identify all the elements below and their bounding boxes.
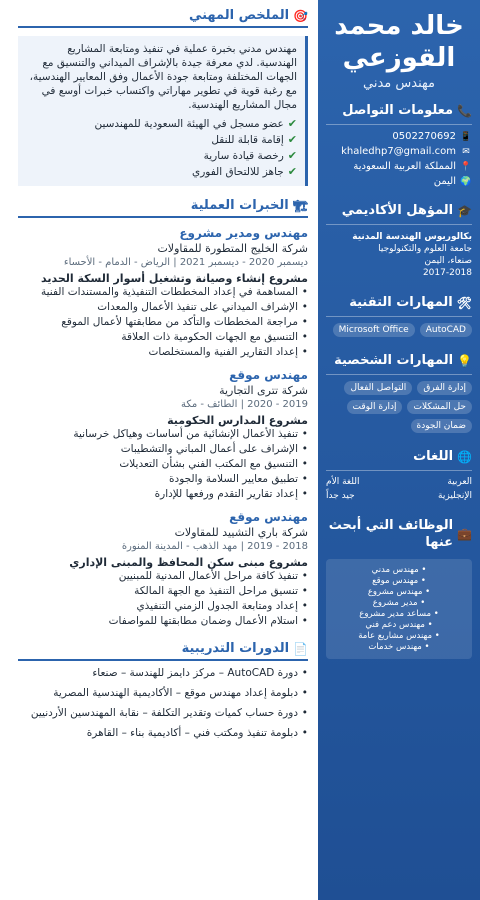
experience-bullet: • تنفيذ كافة مراحل الأعمال المدنية للمبنيين bbox=[18, 569, 308, 584]
divider bbox=[326, 124, 472, 125]
lightbulb-icon: 💡 bbox=[457, 353, 472, 368]
courses-heading: 📄 الدورات التدريبية bbox=[18, 641, 308, 661]
experience-meta: 2018 - 2019 | مهد الذهب - المدينة المنورة bbox=[121, 541, 308, 552]
job-item: • مهندس مشروع bbox=[334, 587, 464, 598]
job-item: • مهندس موقع bbox=[334, 576, 464, 587]
document-icon: 📄 bbox=[293, 641, 308, 656]
experience-project: مشروع مبنى سكن المحافظ والمبنى الإداري bbox=[69, 556, 308, 569]
experience-bullet: • تنفيذ الأعمال الإنشائية من أساسات وهياكل خرسانية bbox=[18, 427, 308, 442]
globe-icon: 🌍 bbox=[460, 176, 472, 187]
summary-text: مهندس مدني بخبرة عملية في تنفيذ ومتابعة المشاريع الهندسية. لدي معرفة جيدة بالإشراف الميداني والتنسيق مع الجهات المختلفة ومتابعة جودة الأعمال وفق المعايير الهندسية، مع رغبة قوية في تطوير مهاراتي واكتساب خبرات أوسع في مجال المشاريع الهندسية. bbox=[29, 43, 297, 111]
experience-title: مهندس موقع bbox=[229, 368, 308, 382]
skill-chip: إدارة الوقت bbox=[347, 400, 403, 414]
skill-chip: ضمان الجودة bbox=[411, 419, 472, 433]
personal-skills-heading: 💡 المهارات الشخصية bbox=[334, 353, 472, 368]
experience-company: شركة الخليج المتطورة للمقاولات bbox=[157, 242, 308, 255]
experience-project: مشروع المدارس الحكومية bbox=[167, 414, 308, 427]
experience-bullet: • الإشراف على أعمال المباني والتشطيبات bbox=[18, 442, 308, 457]
summary-check-item: ✔ رخصة قيادة سارية bbox=[203, 149, 297, 162]
course-item: • دبلومة تنفيذ ومكتب فني – أكاديمية بناء – القاهرة bbox=[18, 725, 308, 741]
briefcase-icon: 💼 bbox=[457, 526, 472, 541]
education-school: جامعة العلوم والتكنولوجيا bbox=[378, 244, 472, 254]
experience-item bbox=[18, 368, 308, 502]
experience-bullet: • التنسيق مع الجهات الحكومية ذات العلاقة bbox=[18, 330, 308, 345]
experience-heading: 🏗 الخبرات العملية bbox=[18, 198, 308, 218]
experience-bullet: • المساهمة في إعداد المخططات التنفيذية والمستندات الفنية bbox=[18, 285, 308, 300]
experience-bullet: • التنسيق مع المكتب الفني بشأن التعديلات bbox=[18, 457, 308, 472]
summary-box bbox=[18, 36, 308, 186]
education-place: صنعاء، اليمن bbox=[424, 256, 472, 266]
course-item: • دبلومة إعداد مهندس موقع – الأكاديمية الهندسية المصرية bbox=[18, 685, 308, 701]
summary-check-item: ✔ جاهز للالتحاق الفوري bbox=[191, 165, 297, 178]
candidate-name: خالد محمد القوزعي bbox=[334, 11, 464, 73]
tech-skills-list bbox=[326, 323, 472, 337]
check-icon: ✔ bbox=[287, 165, 297, 178]
check-icon: ✔ bbox=[287, 117, 297, 130]
contact-email[interactable]: ✉ khaledhp7@gmail.com bbox=[326, 146, 472, 157]
experience-bullet: • إعداد تقارير التقدم ورفعها للإدارة bbox=[18, 487, 308, 502]
course-item: • دورة AutoCAD – مركز دايمز للهندسة – صنعاء bbox=[18, 665, 308, 681]
summary-heading: 🎯 الملخص المهني bbox=[18, 8, 308, 28]
experience-bullet: • مراجعة المخططات والتأكد من مطابقتها لأعمال الموقع bbox=[18, 315, 308, 330]
experience-bullet: • إعداد التقارير الفنية والمستخلصات bbox=[18, 345, 308, 360]
job-item: • مهندس مشاريع عامة bbox=[334, 631, 464, 642]
course-item: • دورة حساب كميات وتقدير التكلفة – نقابة المهندسين الأردنيين bbox=[18, 705, 308, 721]
experience-bullet: • الإشراف الميداني على تنفيذ الأعمال والمعدات bbox=[18, 300, 308, 315]
check-icon: ✔ bbox=[287, 149, 297, 162]
experience-company: شركة باري التشييد للمقاولات bbox=[174, 526, 308, 539]
tech-skills-heading: 🛠 المهارات التقنية bbox=[349, 295, 472, 310]
languages-heading: 🌐 اللغات bbox=[413, 449, 472, 464]
phone-icon: 📞 bbox=[457, 103, 472, 118]
skill-chip: AutoCAD bbox=[420, 323, 472, 337]
location-icon: 📍 bbox=[460, 161, 472, 172]
skill-chip: التواصل الفعال bbox=[344, 381, 412, 395]
language-name: العربية bbox=[447, 477, 472, 487]
divider bbox=[326, 316, 472, 317]
experience-project: مشروع إنشاء وصيانة وتشغيل أسوار السكة الحديد bbox=[40, 272, 308, 285]
language-row bbox=[326, 491, 472, 501]
experience-company: شركة تترى التجارية bbox=[219, 384, 308, 397]
candidate-title: مهندس مدني bbox=[363, 76, 435, 91]
email-icon: ✉ bbox=[462, 146, 470, 157]
experience-item bbox=[18, 226, 308, 360]
summary-check-item: ✔ عضو مسجل في الهيئة السعودية للمهندسين bbox=[94, 117, 297, 130]
skill-chip: إدارة الفرق bbox=[417, 381, 472, 395]
check-icon: ✔ bbox=[287, 133, 297, 146]
contact-heading: 📞 معلومات التواصل bbox=[342, 103, 472, 118]
experience-bullet: • إعداد ومتابعة الجدول الزمني التنفيذي bbox=[18, 599, 308, 614]
skill-chip: Microsoft Office bbox=[333, 323, 415, 337]
contact-phone[interactable]: 📱 0502270692 bbox=[392, 131, 472, 142]
skill-chip: حل المشكلات bbox=[407, 400, 472, 414]
job-item: • مهندس دعم فني bbox=[334, 620, 464, 631]
jobs-list bbox=[326, 559, 472, 659]
divider bbox=[326, 470, 472, 471]
graduation-cap-icon: 🎓 bbox=[457, 203, 472, 218]
education-heading: 🎓 المؤهل الأكاديمي bbox=[341, 203, 472, 218]
job-item: • مهندس خدمات bbox=[334, 642, 464, 653]
phone-icon: 📱 bbox=[460, 131, 472, 142]
education-degree: بكالوريوس الهندسة المدنية bbox=[352, 232, 472, 242]
job-item: • مساعد مدير مشروع bbox=[334, 609, 464, 620]
experience-bullet: • تنسيق مراحل التنفيذ مع الجهة المالكة bbox=[18, 584, 308, 599]
globe-icon: 🌐 bbox=[457, 449, 472, 464]
tools-icon: 🛠 bbox=[456, 295, 472, 310]
experience-meta: ديسمبر 2020 - ديسمبر 2021 | الرياض - الدمام - الأحساء bbox=[63, 257, 308, 268]
contact-country: 🌍 اليمن bbox=[433, 176, 472, 187]
construction-icon: 🏗 bbox=[292, 198, 308, 213]
target-icon: 🎯 bbox=[293, 8, 308, 23]
job-item: • مدير مشروع bbox=[334, 598, 464, 609]
experience-title: مهندس ومدير مشروع bbox=[179, 226, 308, 240]
education-block bbox=[326, 231, 472, 279]
personal-skills-list bbox=[326, 381, 472, 433]
experience-title: مهندس موقع bbox=[229, 510, 308, 524]
job-item: • مهندس مدني bbox=[334, 565, 464, 576]
language-name: الإنجليزية bbox=[438, 491, 472, 501]
language-level: اللغة الأم bbox=[326, 477, 360, 487]
sidebar bbox=[318, 0, 480, 900]
education-years: 2017-2018 bbox=[422, 268, 472, 278]
language-level: جيد جداً bbox=[326, 491, 355, 501]
experience-meta: 2019 - 2020 | الطائف - مكة bbox=[180, 399, 308, 410]
divider bbox=[326, 224, 472, 225]
experience-bullet: • استلام الأعمال وضمان مطابقتها للمواصفات bbox=[18, 614, 308, 629]
language-row bbox=[326, 477, 472, 487]
contact-location: 📍 المملكة العربية السعودية bbox=[353, 161, 472, 172]
divider bbox=[326, 374, 472, 375]
experience-bullet: • تطبيق معايير السلامة والجودة bbox=[18, 472, 308, 487]
experience-item bbox=[18, 510, 308, 629]
jobs-heading: 💼 الوظائف التي أبحث عنها bbox=[328, 518, 472, 550]
summary-check-item: ✔ إقامة قابلة للنقل bbox=[211, 133, 297, 146]
